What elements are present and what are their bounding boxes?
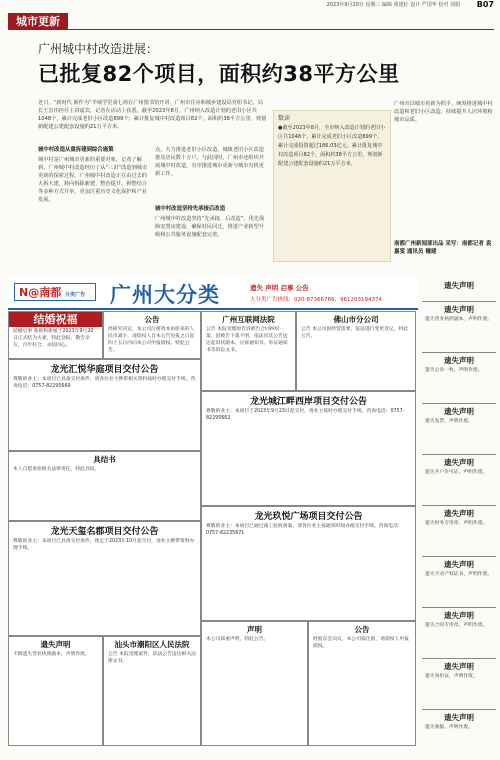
foshan-branch-text: 公告 本公司因经营需要，依法进行变更登记，特此公告。: [301, 327, 409, 339]
court-chaoyang-text: 公告 本院受理案件，依法公告送达相关法律文书。: [108, 652, 196, 664]
delivery-notice-4-title: 龙光玖悦广场项目交付公告: [254, 512, 363, 522]
lost-item: [422, 608, 496, 659]
foshan-branch-title: 佛山市分公司: [333, 315, 379, 324]
lost-item-text: 遗失不动产权证书，声明作废。: [425, 572, 493, 577]
affidavit-card: [8, 451, 201, 521]
wedding-card: [8, 311, 103, 359]
lost-top: 遗失声明: [422, 278, 496, 302]
delivery-notice-4-text: 尊敬的业主：本项目已通过竣工验收备案，请各位业主按通知时间办理交付手续。咨询电话：0757-82235671: [206, 524, 403, 536]
page-number: B07: [476, 0, 494, 9]
lost-item-text: 遗失财务专用章，声明作废。: [425, 521, 488, 526]
lost-item-title: 遗失声明: [444, 713, 474, 722]
delivery-notice-2-text: 尊敬的业主：本项目于2023年9月23日起交付，请业主按时办理交付手续。咨询电话：0757-82295662: [206, 409, 405, 421]
statement-text: 本公司郑重声明，特此公告。: [206, 637, 269, 642]
lost-item-title: 遗失声明: [444, 611, 474, 620]
column2-heading: 城中村改造坚持先承接后改造: [155, 206, 226, 212]
column2-text: 点，大力推进老旧小区改造，城镇老旧小区改造惠及居民数十万户。与此同时，广州市还组织开展城中村改造，有序推进城市更新与城市有机更新工作。: [155, 147, 264, 177]
article-subhead: 广州城中村改造进展：: [38, 42, 159, 56]
lost-item-title: 遗失声明: [444, 560, 474, 569]
lost-column: [422, 302, 496, 760]
column2-text-2: 广州城中村改造坚持“先承接、后改造”，优先保障安置房建设，确保村民回迁，推进产业转型升级和公共服务设施配套完善。: [155, 216, 265, 238]
lost-item-text: 遗失发票，声明作废。: [425, 419, 473, 424]
lost-item-text: 遗失身份证，声明作废。: [425, 674, 478, 679]
lost-item-title: 遗失声明: [444, 407, 474, 416]
logo-text: N@南都: [19, 286, 62, 299]
dissolution-text: 经股东会决议，本公司拟注销，请债权人申报债权。: [313, 637, 409, 649]
delivery-notice-3-title: 龙光天玺名郡项目交付公告: [50, 527, 159, 537]
lost-card-a: [8, 636, 103, 746]
delivery-notice-2: [201, 391, 416, 506]
wedding-text: 结婚启事 新郎和新娘于2023年9月20日正式结为夫妻，特此登报，敬告亲友，百年好合，永结同心。: [13, 329, 94, 348]
court-chaoyang-title: 汕头市潮阳区人民法院: [114, 640, 190, 649]
delivery-notice-1-title: 龙光汇悦华庭项目交付公告: [50, 365, 159, 375]
notice-title: 公告: [144, 315, 160, 324]
lost-item: [422, 353, 496, 404]
column1-text: 城中村是广州城市更新的重要对象。记者了解到，广州城中村改造经历了从“三旧”改造到城市更新的探索过程。广州城中村改造正在由过去的大拆大建，转向拆除新建、整治提升、拆整结合等多种方式并举，更加注重历史文化保护和产业发展。: [38, 157, 148, 203]
data-box-label: 数读: [278, 115, 291, 122]
lost-item-title: 遗失声明: [444, 356, 474, 365]
lost-item-title: 遗失声明: [444, 305, 474, 314]
lost-item-text: 遗失公章一枚，声明作废。: [425, 368, 483, 373]
lost-item-text: 遗失营业执照副本，声明作废。: [425, 317, 493, 322]
right-column-text: 广州市以城市更新为抓手，统筹推进城中村改造和老旧小区改造，持续提升人居环境和城市品质。: [394, 101, 493, 123]
classified-title: 广州大分类: [110, 283, 220, 307]
lost-item: [422, 557, 496, 608]
column1-heading: 城中村改造从重拆建到综合施策: [38, 147, 114, 153]
article-credit: 南都广州新闻部出品 采写：南都记者 袁嘉雯 通讯员 穗建: [394, 241, 492, 255]
internet-court-title: 广州互联网法院: [222, 315, 275, 324]
delivery-notice-3-text: 尊敬的业主：本项目已具备交付条件，现定于2023年10月起交付，请业主携带资料办理手续。: [13, 539, 195, 551]
delivery-notice-1: [8, 359, 201, 451]
dissolution-notice-card: [308, 621, 416, 746]
delivery-notice-4: [201, 506, 416, 621]
internet-court-card: [201, 311, 296, 391]
lost-item-text: 遗失开户许可证，声明作废。: [425, 470, 488, 475]
section-divider: [68, 29, 494, 30]
page-header: [0, 0, 500, 10]
article-lead: 近日，“新时代 新作为”羊城学堂第七场在广州图书馆开讲，广州市住房和城乡建设局党组书记、局长王宏伟担任主讲嘉宾，记者在活动上获悉，截至2023年8月，广州纳入改造计划的老旧小区共1048个，累计完成老旧小区改造899个；累计批复城中村改造项目82个，面积约38平方公里，规划新配建公建配套设施约21万平方米。: [38, 100, 267, 130]
logo-subtext: 分类广告: [65, 292, 86, 298]
classified-hotline: 大分类广告热线：020-87366766、961203194374: [250, 297, 382, 303]
lost-item-title: 遗失声明: [444, 458, 474, 467]
affidavit-text: 本人自愿承担相关法律责任，特此具结。: [13, 467, 100, 472]
statement-title: 声明: [247, 625, 262, 634]
section-tag: 城市更新: [8, 13, 68, 30]
lost-card-a-title: 遗失声明: [40, 640, 71, 649]
delivery-notice-2-title: 龙光城江畔西岸项目交付公告: [249, 397, 367, 407]
lost-item-text: 遗失收据，声明作废。: [425, 725, 473, 730]
internet-court-text: 公告 本院受理原告诉被告合同纠纷一案，因被告下落不明，依法向其公告送达起诉状副本、应诉通知书、举证通知书等诉讼文书。: [206, 327, 288, 353]
article-headline: 已批复82个项目，面积约38平方公里: [38, 62, 400, 86]
lost-item: [422, 659, 496, 710]
data-box-text: ●截至2023年8月，全市纳入改造计划的老旧小区共1048个，累计完成老旧小区改造899个，累计完成投资超过186.03亿元。累计批复城中村改造项目82个，面积约38平方公里，规划新配建公建配套设施约21万平方米。: [278, 125, 386, 167]
newspaper-logo: [14, 283, 96, 301]
issue-meta: 2023年9月20日 星期三 编辑 黄建红 设计 严国华 校对 刘娟: [326, 2, 460, 8]
notice-card: [103, 311, 201, 359]
dissolution-title: 公告: [354, 625, 370, 634]
lost-item: [422, 506, 496, 557]
lost-item: [422, 404, 496, 455]
court-notice-chaoyang: [103, 636, 201, 746]
lost-card-a-text: 不慎遗失营业执照副本，声明作废。: [13, 652, 90, 657]
lost-item-title: 遗失声明: [444, 662, 474, 671]
lost-item-title: 遗失声明: [444, 509, 474, 518]
foshan-branch-card: [296, 311, 416, 391]
classified-slogan: 遗失 声明 启事 公告: [250, 284, 309, 292]
data-box: [273, 110, 391, 262]
lost-item: [422, 455, 496, 506]
affidavit-title: 具结书: [93, 455, 116, 464]
delivery-notice-3: [8, 521, 201, 636]
lost-item: [422, 710, 496, 760]
delivery-notice-1-text: 尊敬的业主：本项目已具备交付条件，请各位业主携带相关资料按时办理交付手续。咨询电话：0757-82295669: [13, 377, 196, 389]
notice-text: 经研究决定，本公司注册资本由原来的人民币减少，请债权人自本公告见报之日起四十五日内向本公司申报债权。特此公告。: [108, 327, 195, 353]
wedding-heading: 结婚祝福: [9, 312, 102, 327]
statement-card: [201, 621, 308, 746]
lost-item-text: 遗失合同专用章，声明作废。: [425, 623, 488, 628]
lost-item: [422, 302, 496, 353]
